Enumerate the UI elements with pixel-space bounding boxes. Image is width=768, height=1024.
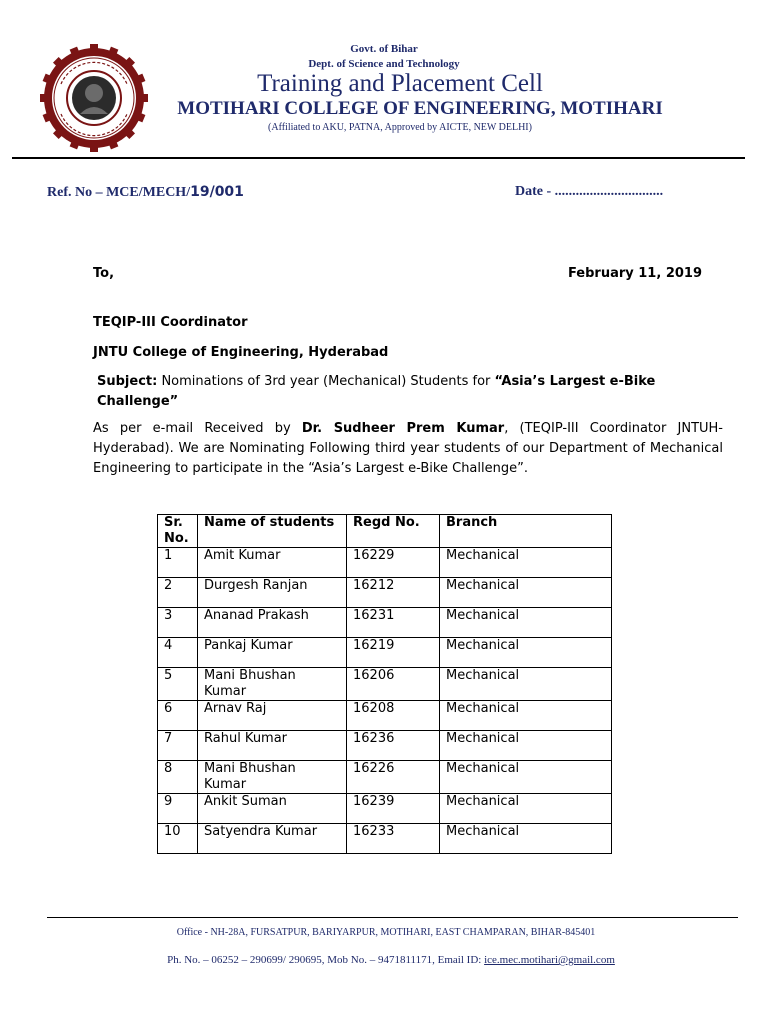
cell-branch: Mechanical [440,548,612,578]
cell-student-name: Ankit Suman [198,794,347,824]
header-sr-no: Sr. No. [158,515,198,548]
cell-sr-no: 2 [158,578,198,608]
table-row [158,668,612,701]
cell-student-name: Satyendra Kumar [198,824,347,854]
reference-number [47,184,244,201]
cell-sr-no: 9 [158,794,198,824]
office-address: Office - NH-28A, FURSATPUR, BARIYARPUR, MOTIHARI, EAST CHAMPARAN, BIHAR-845401 [176,927,596,938]
subject-text: Nominations of 3rd year (Mechanical) Students for [157,374,495,389]
cell-title: Training and Placement Cell [257,70,543,97]
contact-numbers: Ph. No. – 06252 – 290699/ 290695, Mob No. – 9471811171, Email ID: [167,954,485,966]
header-regd-no: Regd No. [347,515,440,548]
body-paragraph [93,419,723,479]
para-intro: As per e-mail Received by [93,421,302,436]
table-row [158,608,612,638]
cell-sr-no: 5 [158,668,198,701]
govt-line: Govt. of Bihar [350,43,418,55]
cell-sr-no: 10 [158,824,198,854]
header-branch: Branch [440,515,612,548]
ref-prefix: Ref. No – MCE/MECH/ [47,185,191,200]
header-name: Name of students [198,515,347,548]
cell-student-name: Ananad Prakash [198,608,347,638]
cell-sr-no: 1 [158,548,198,578]
subject-emphasis: “Asia’s Largest e-Bike Challenge” [97,374,656,409]
footer-divider [47,917,738,918]
cell-regd-no: 16229 [347,548,440,578]
subject-line [97,372,697,412]
cell-branch: Mechanical [440,731,612,761]
letter-date: February 11, 2019 [567,266,702,281]
cell-branch: Mechanical [440,668,612,701]
table-row [158,824,612,854]
cell-student-name: Arnav Raj [198,701,347,731]
para-rest: , (TEQIP-III Coordinator JNTUH-Hyderabad). We are Nominating Following third year students of our Department of Mechanical Engineering to participate in the “Asia’s Largest e-Bike Challenge”. [93,421,723,476]
cell-branch: Mechanical [440,608,612,638]
table-row [158,638,612,668]
table-row [158,794,612,824]
cell-regd-no: 16219 [347,638,440,668]
students-table [157,514,612,854]
cell-branch: Mechanical [440,824,612,854]
cell-sr-no: 8 [158,761,198,794]
affiliation-line: (Affiliated to AKU, PATNA, Approved by AICTE, NEW DELHI) [268,122,532,133]
cell-student-name: Amit Kumar [198,548,347,578]
cell-sr-no: 6 [158,701,198,731]
cell-regd-no: 16233 [347,824,440,854]
cell-branch: Mechanical [440,794,612,824]
cell-regd-no: 16236 [347,731,440,761]
cell-regd-no: 16212 [347,578,440,608]
cell-student-name: Mani Bhushan Kumar [198,668,347,701]
dept-line: Dept. of Science and Technology [308,58,460,70]
cell-student-name: Mani Bhushan Kumar [198,761,347,794]
table-row [158,548,612,578]
cell-branch: Mechanical [440,638,612,668]
cell-regd-no: 16226 [347,761,440,794]
cell-student-name: Pankaj Kumar [198,638,347,668]
header-divider [12,157,745,159]
cell-branch: Mechanical [440,578,612,608]
cell-regd-no: 16239 [347,794,440,824]
ref-number: 19/001 [190,184,244,200]
subject-label: Subject: [97,374,158,389]
contact-line [0,954,768,966]
cell-regd-no: 16231 [347,608,440,638]
table-row [158,578,612,608]
cell-sr-no: 7 [158,731,198,761]
date-field: Date - ............................... [515,184,664,199]
cell-regd-no: 16208 [347,701,440,731]
addressee-title: TEQIP-III Coordinator [93,315,248,330]
table-header-row [158,515,612,548]
salutation-to: To, [93,266,115,281]
addressee-institution: JNTU College of Engineering, Hyderabad [93,345,389,360]
cell-student-name: Durgesh Ranjan [198,578,347,608]
para-name: Dr. Sudheer Prem Kumar [301,421,505,436]
cell-branch: Mechanical [440,761,612,794]
cell-sr-no: 4 [158,638,198,668]
cell-student-name: Rahul Kumar [198,731,347,761]
email-link[interactable]: ice.mec.motihari@gmail.com [484,954,615,966]
cell-regd-no: 16206 [347,668,440,701]
table-row [158,731,612,761]
college-name: MOTIHARI COLLEGE OF ENGINEERING, MOTIHARI [177,98,663,119]
table-row [158,761,612,794]
table-row [158,701,612,731]
cell-sr-no: 3 [158,608,198,638]
cell-branch: Mechanical [440,701,612,731]
